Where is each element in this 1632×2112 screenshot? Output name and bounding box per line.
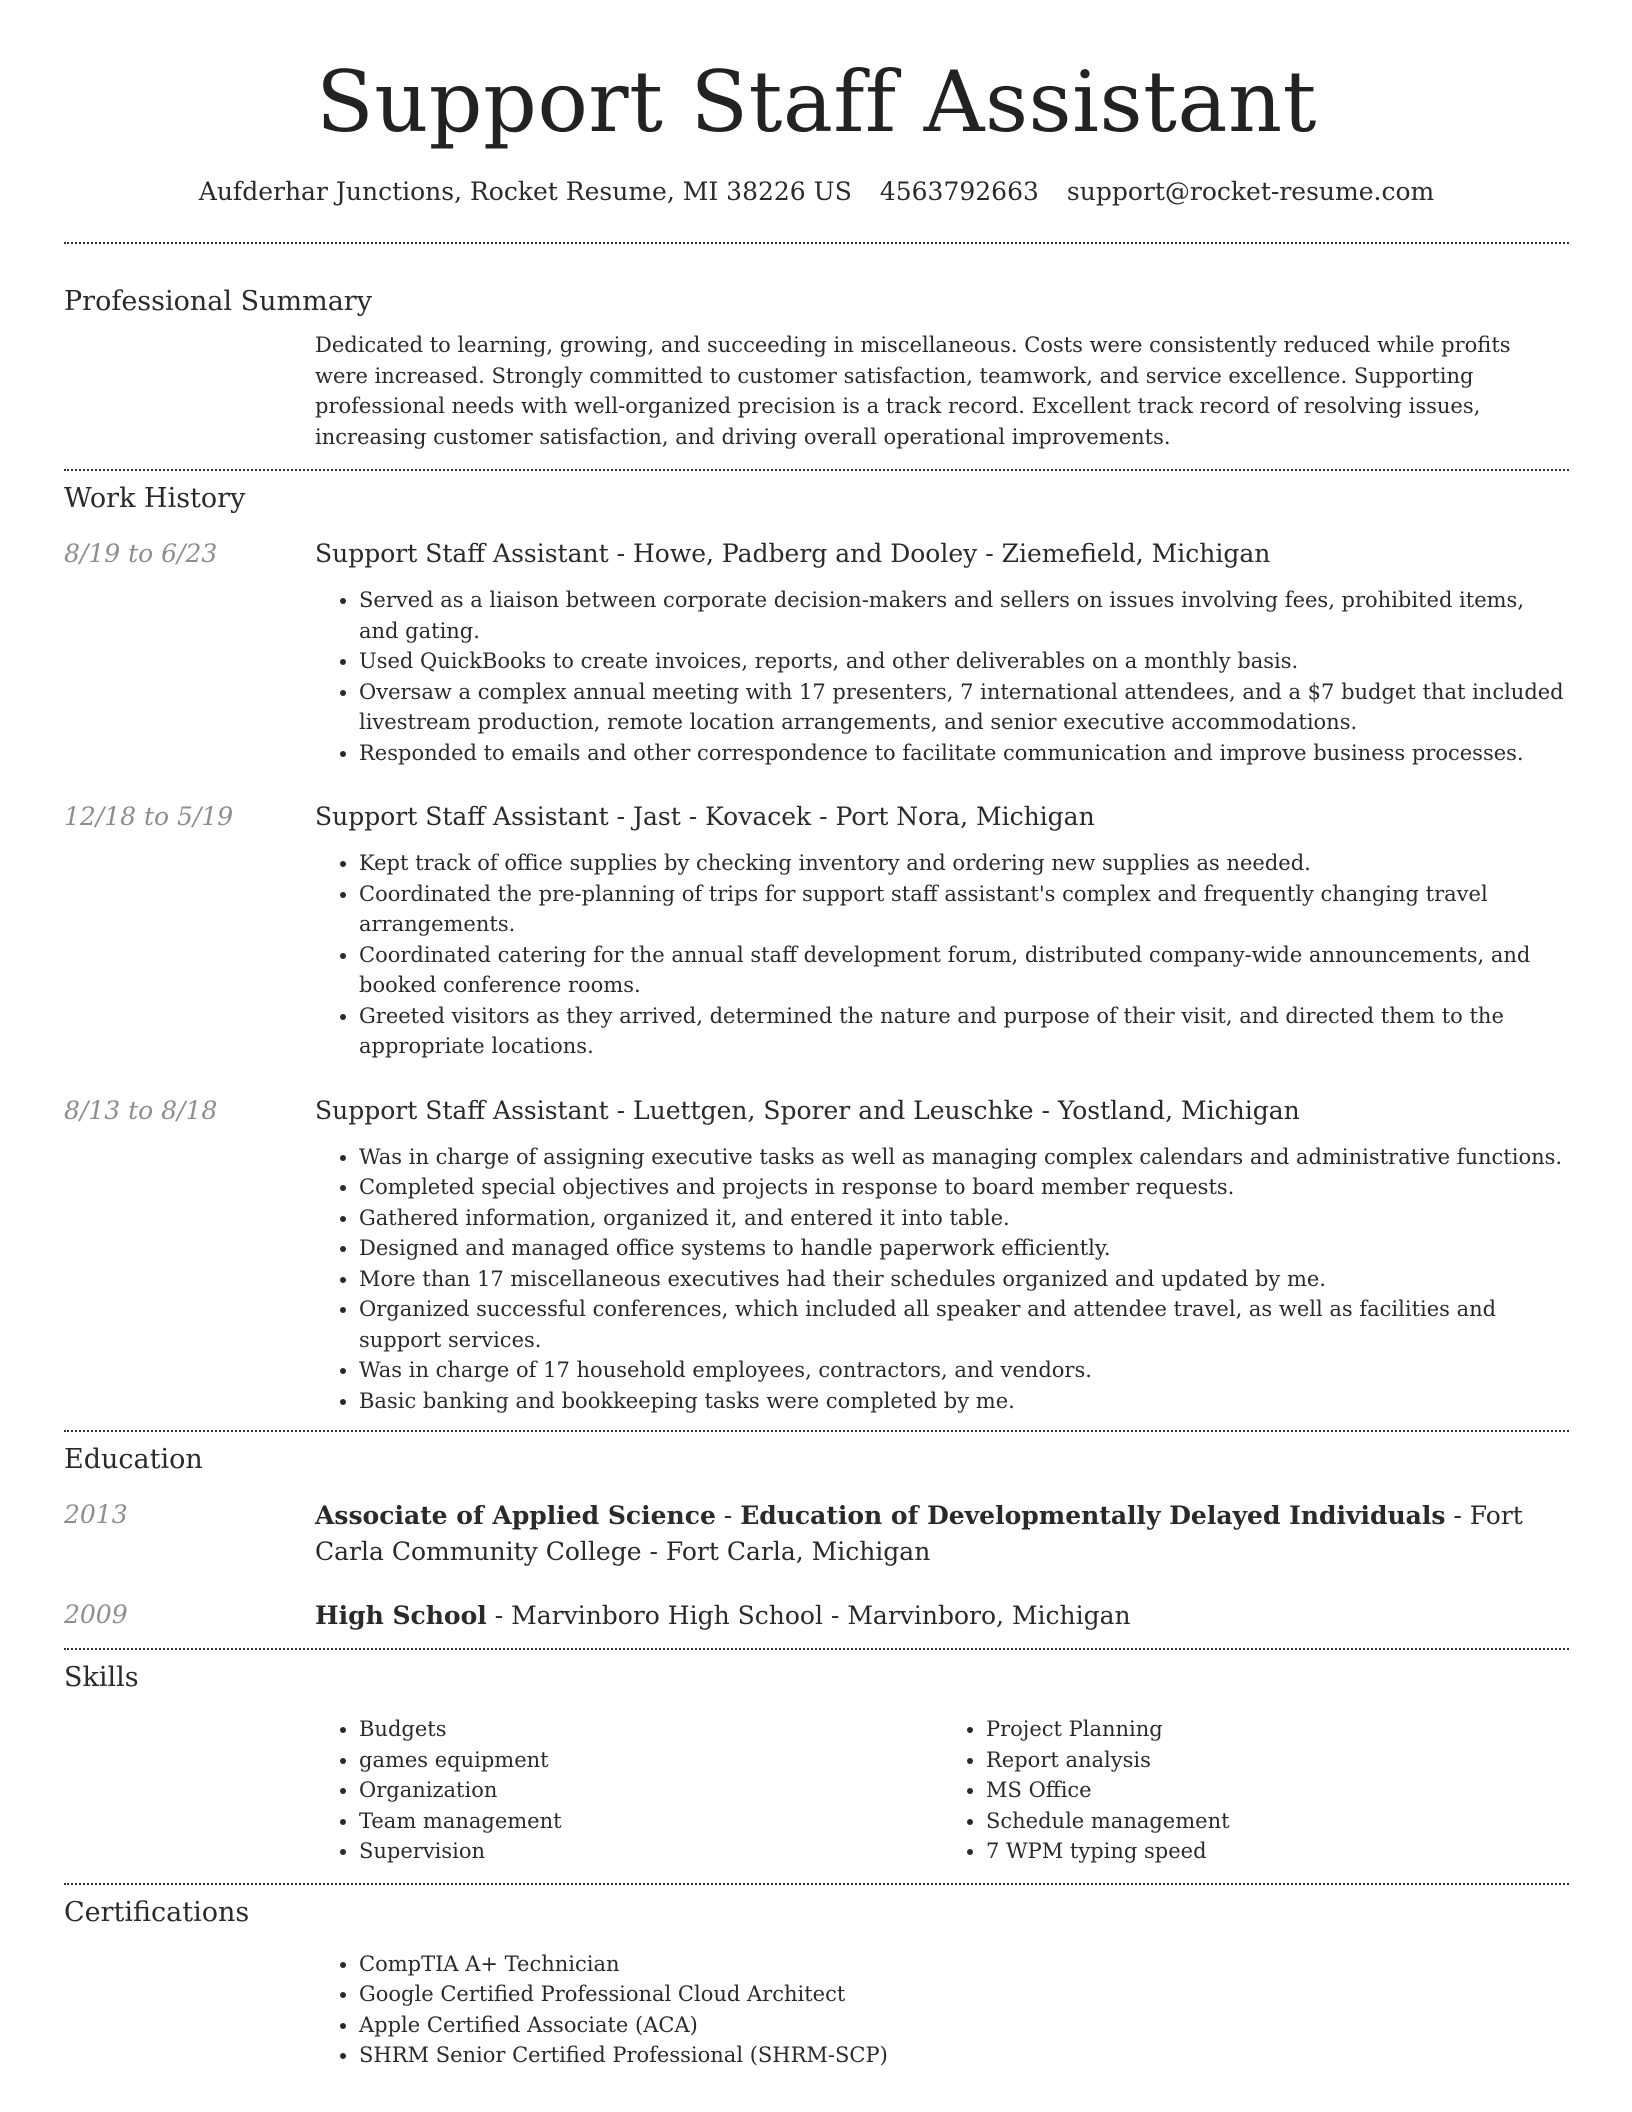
certifications-title: Certifications bbox=[64, 1896, 250, 1928]
list-item: • Organized successful conferences, which included all speaker and attendee travel, as well as facilities and support services. bbox=[359, 1294, 1569, 1355]
job-heading: Support Staff Assistant - Jast - Kovacek - Port Nora, Michigan bbox=[315, 802, 1095, 831]
job-entry bbox=[64, 800, 1569, 1062]
separator: - bbox=[822, 1601, 848, 1630]
education-heading bbox=[315, 1498, 1569, 1570]
list-item: • Gathered information, organized it, and entered it into table. bbox=[359, 1203, 1569, 1234]
list-item: • Was in charge of 17 household employees, contractors, and vendors. bbox=[359, 1355, 1569, 1386]
skills-list-right bbox=[942, 1714, 1569, 1867]
job-bullets bbox=[315, 585, 1569, 768]
list-item: • games equipment bbox=[359, 1745, 942, 1776]
education-field: Education of Developmentally Delayed Individuals bbox=[740, 1501, 1446, 1530]
separator: - bbox=[486, 1601, 512, 1630]
education-heading bbox=[315, 1598, 1569, 1634]
list-item: • Coordinated catering for the annual staff development forum, distributed company-wide announcements, and booked conference rooms. bbox=[359, 940, 1569, 1001]
list-item: • Oversaw a complex annual meeting with 17 presenters, 7 international attendees, and a $7 budget that included livestream production, remote location arrangements, and senior executive accommodations. bbox=[359, 677, 1569, 738]
job-heading: Support Staff Assistant - Luettgen, Sporer and Leuschke - Yostland, Michigan bbox=[315, 1095, 1300, 1125]
list-item: • CompTIA A+ Technician bbox=[359, 1949, 1569, 1980]
list-item: • Apple Certified Associate (ACA) bbox=[359, 2010, 1569, 2041]
list-item: • Coordinated the pre-planning of trips for support staff assistant's complex and frequently changing travel arrangements. bbox=[359, 879, 1569, 940]
list-item: • Kept track of office supplies by checking inventory and ordering new supplies as needed. bbox=[359, 848, 1569, 879]
list-item: • Project Planning bbox=[986, 1714, 1569, 1745]
education-section bbox=[64, 1432, 1569, 1634]
list-item: • Served as a liaison between corporate decision-makers and sellers on issues involving fees, prohibited items, and gating. bbox=[359, 585, 1569, 646]
education-school: Marvinboro High School bbox=[511, 1601, 823, 1630]
candidate-name: Support Staff Assistant bbox=[316, 53, 1317, 151]
education-degree: Associate of Applied Science bbox=[315, 1501, 716, 1530]
education-location: Fort Carla, Michigan bbox=[665, 1537, 931, 1566]
job-entry bbox=[64, 1094, 1569, 1417]
list-item: • Responded to emails and other correspondence to facilitate communication and improve business processes. bbox=[359, 738, 1569, 769]
summary-section bbox=[64, 244, 1569, 452]
education-location: Marvinboro, Michigan bbox=[847, 1601, 1131, 1630]
contact-address: Aufderhar Junctions, Rocket Resume, MI 38226 US bbox=[198, 177, 852, 206]
list-item: • MS Office bbox=[986, 1775, 1569, 1806]
certifications-list bbox=[315, 1949, 1569, 2071]
education-entry bbox=[64, 1498, 1569, 1570]
contact-phone: 4563792663 bbox=[879, 177, 1039, 206]
work-section bbox=[64, 471, 1569, 1416]
job-bullets bbox=[315, 1142, 1569, 1417]
education-degree: High School bbox=[315, 1601, 487, 1630]
list-item: • Budgets bbox=[359, 1714, 942, 1745]
education-year: 2013 bbox=[64, 1500, 128, 1529]
list-item: • Team management bbox=[359, 1806, 942, 1837]
job-heading: Support Staff Assistant - Howe, Padberg and Dooley - Ziemefield, Michigan bbox=[315, 539, 1271, 568]
work-title: Work History bbox=[64, 483, 246, 514]
job-dates: 12/18 to 5/19 bbox=[64, 802, 234, 831]
contact-line bbox=[64, 176, 1569, 208]
list-item: • SHRM Senior Certified Professional (SHRM-SCP) bbox=[359, 2040, 1569, 2071]
list-item: • Used QuickBooks to create invoices, reports, and other deliverables on a monthly basis. bbox=[359, 646, 1569, 677]
skills-section bbox=[64, 1650, 1569, 1867]
list-item: • Google Certified Professional Cloud Architect bbox=[359, 1979, 1569, 2010]
job-dates: 8/19 to 6/23 bbox=[64, 539, 218, 568]
separator: - bbox=[641, 1537, 666, 1566]
list-item: • More than 17 miscellaneous executives had their schedules organized and updated by me. bbox=[359, 1264, 1569, 1295]
list-item: • 7 WPM typing speed bbox=[986, 1836, 1569, 1867]
separator: - bbox=[1445, 1501, 1470, 1530]
job-bullets bbox=[315, 848, 1569, 1062]
job-entry bbox=[64, 537, 1569, 768]
contact-email: support@rocket-resume.com bbox=[1066, 177, 1435, 206]
skills-title: Skills bbox=[64, 1662, 139, 1693]
list-item: • Completed special objectives and projects in response to board member requests. bbox=[359, 1172, 1569, 1203]
resume-page bbox=[64, 0, 1569, 2071]
list-item: • Report analysis bbox=[986, 1745, 1569, 1776]
list-item: • Greeted visitors as they arrived, determined the nature and purpose of their visit, and directed them to the appropriate locations. bbox=[359, 1001, 1569, 1062]
summary-title: Professional Summary bbox=[64, 286, 372, 317]
list-item: • Designed and managed office systems to handle paperwork efficiently. bbox=[359, 1233, 1569, 1264]
education-year: 2009 bbox=[64, 1600, 128, 1629]
separator: - bbox=[715, 1501, 741, 1530]
list-item: • Schedule management bbox=[986, 1806, 1569, 1837]
summary-text: Dedicated to learning, growing, and succeeding in miscellaneous. Costs were consistently reduced while profits were increased. Strongly committed to customer satisfaction, teamwork, and service excellence. Supporting professional needs with well-organized precision is a track record. Excellent track record of resolving issues, increasing customer satisfaction, and driving overall operational improvements. bbox=[315, 333, 1511, 449]
education-school: Fort Carla Community College bbox=[315, 1501, 1523, 1566]
skills-list-left bbox=[315, 1714, 942, 1867]
list-item: • Organization bbox=[359, 1775, 942, 1806]
list-item: • Supervision bbox=[359, 1836, 942, 1867]
job-dates: 8/13 to 8/18 bbox=[64, 1095, 218, 1125]
education-entry bbox=[64, 1598, 1569, 1634]
education-title: Education bbox=[64, 1444, 203, 1475]
list-item: • Basic banking and bookkeeping tasks were completed by me. bbox=[359, 1386, 1569, 1417]
certifications-section bbox=[64, 1885, 1569, 2071]
list-item: • Was in charge of assigning executive tasks as well as managing complex calendars and administrative functions. bbox=[359, 1142, 1569, 1173]
